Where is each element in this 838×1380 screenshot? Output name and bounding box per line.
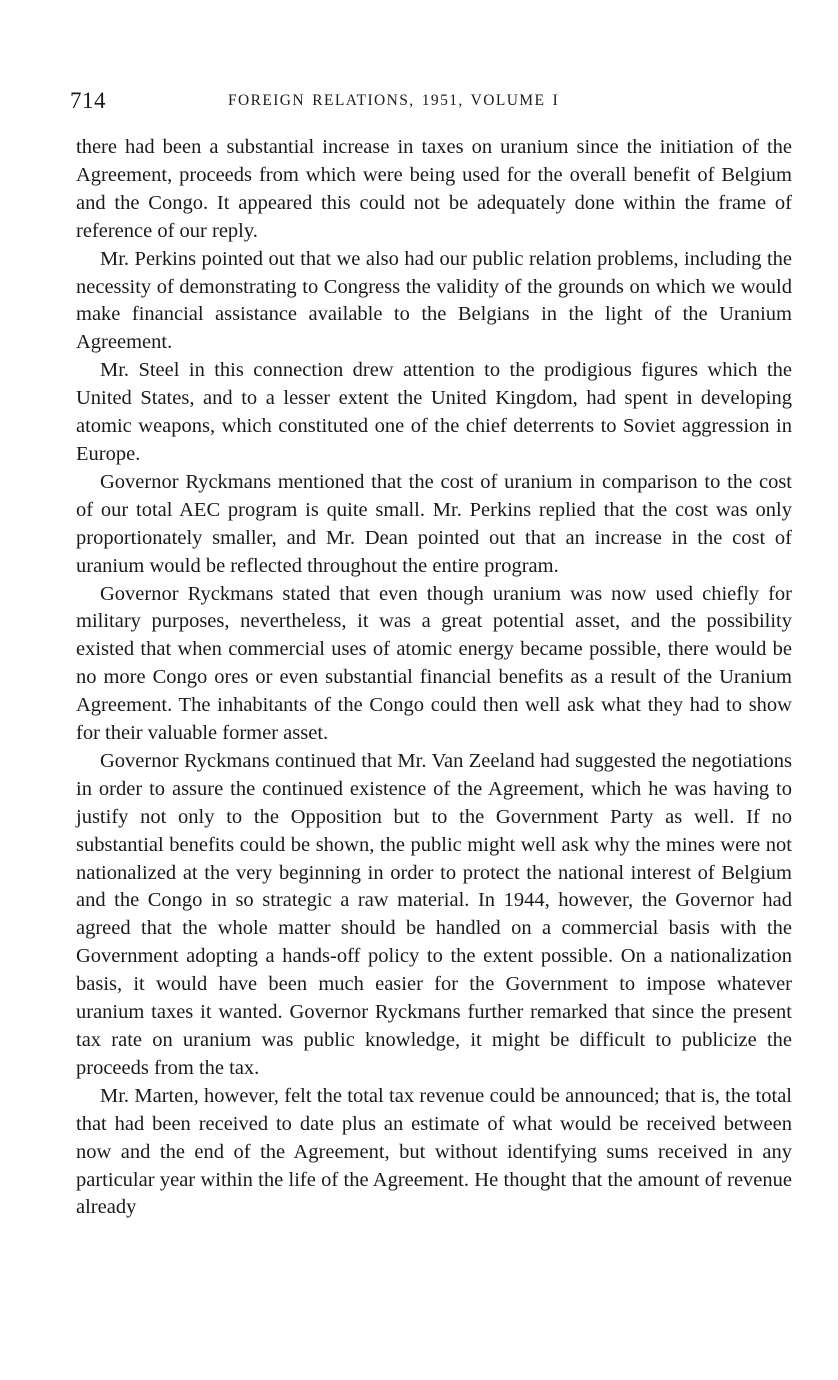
- paragraph-ryckmans-cost: Governor Ryckmans mentioned that the cost of uranium in comparison to the cost of our total AEC program is quite small. Mr. Perkins replied that the cost was only proportionately smaller, and Mr. Dean pointed out that an increase in the cost of uranium would be reflected throughout the entire program.: [76, 470, 792, 577]
- paragraph-marten: Mr. Marten, however, felt the total tax revenue could be announced; that is, the total that had been received to date plus an estimate of what would be received between now and the end of the Agreement, but without identifying sums received in any particular year within the life of the Agreement. He thought that the amount of revenue already: [76, 1084, 792, 1219]
- page-header: [70, 88, 800, 118]
- paragraph-ryckmans-negotiations: Governor Ryckmans continued that Mr. Van Zeeland had suggested the negotiations in order to assure the continued existence of the Agreement, which he was having to justify not only to the Opposition but to the Government Party as well. If no substantial benefits could be shown, the public might well ask why the mines were not nationalized at the very beginning in order to protect the national interest of Belgium and the Congo in so strategic a raw material. In 1944, however, the Governor had agreed that the whole matter should be handled on a commercial basis with the Government adopting a hands-off policy to the extent possible. On a nationalization basis, it would have been much easier for the Government to impose whatever uranium taxes it wanted. Governor Ryckmans further remarked that since the present tax rate on uranium was public knowledge, it might be difficult to publicize the proceeds from the tax.: [76, 749, 792, 1079]
- paragraph-ryckmans-asset: Governor Ryckmans stated that even though uranium was now used chiefly for military purposes, nevertheless, it was a great potential asset, and the possibility existed that when commercial uses of atomic energy became possible, there would be no more Congo ores or even substantial financial benefits as a result of the Uranium Agreement. The inhabitants of the Congo could then well ask what they had to show for their valuable former asset.: [76, 582, 792, 745]
- paragraph-perkins: Mr. Perkins pointed out that we also had our public relation problems, including the necessity of demonstrating to Congress the validity of the grounds on which we would make financial assistance available to the Belgians in the light of the Uranium Agreement.: [76, 247, 792, 354]
- running-title: FOREIGN RELATIONS, 1951, VOLUME I: [228, 92, 560, 109]
- paragraph-steel: Mr. Steel in this connection drew attention to the prodigious figures which the United States, and to a lesser extent the United Kingdom, had spent in developing atomic weapons, which constituted one of the chief deterrents to Soviet aggression in Europe.: [76, 359, 792, 465]
- body-text: [76, 134, 792, 1222]
- paragraph-continued: there had been a substantial increase in taxes on uranium since the initiation of the Agreement, proceeds from which were being used for the overall benefit of Belgium and the Congo. It appeared this could not be adequately done within the frame of reference of our reply.: [76, 136, 792, 242]
- page-number: 714: [70, 88, 106, 113]
